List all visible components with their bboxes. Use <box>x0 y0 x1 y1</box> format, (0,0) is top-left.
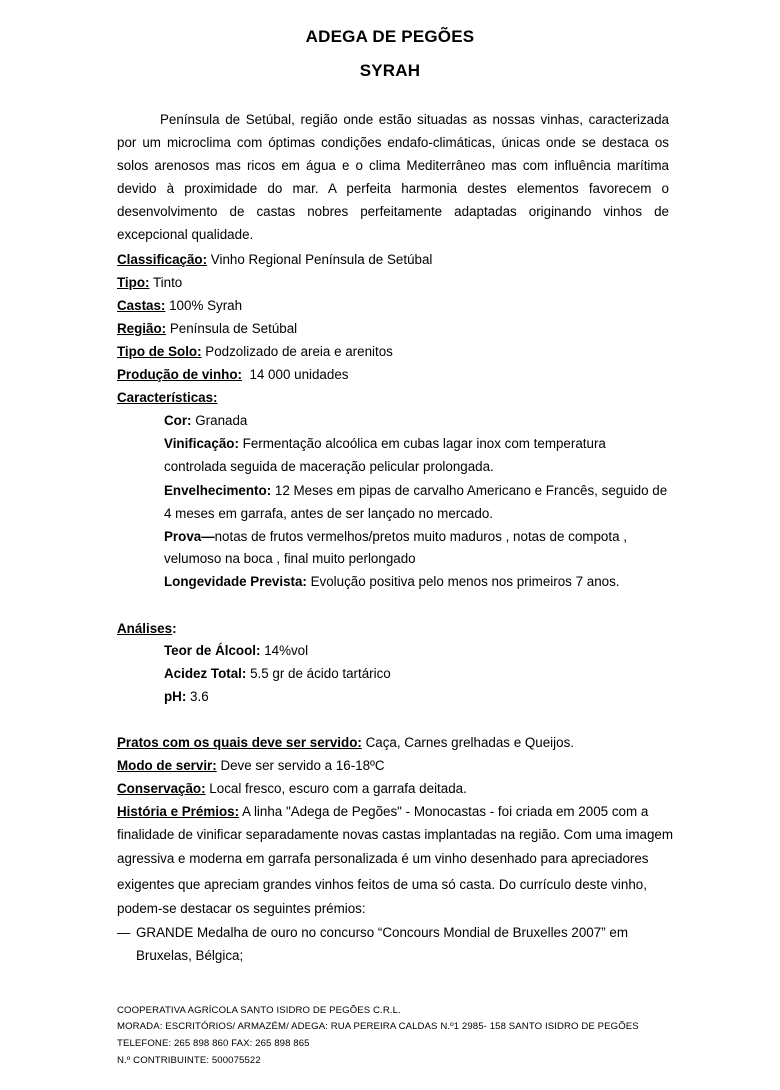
char-envelhecimento <box>164 483 667 498</box>
char-label: Longevidade Prevista: <box>164 574 307 589</box>
spec-producao <box>117 367 348 382</box>
historia-line-5: podem-se destacar os seguintes prémios: <box>117 901 366 916</box>
spec-tipo <box>117 275 182 290</box>
char-vinificacao-cont: controlada seguida de maceração pelicular prolongada. <box>164 459 494 474</box>
char-longevidade <box>164 574 620 589</box>
footer-company: COOPERATIVA AGRÍCOLA SANTO ISIDRO DE PEGÕES C.R.L. <box>117 1005 401 1016</box>
heading-colon: : <box>172 621 177 636</box>
char-value: 12 Meses em pipas de carvalho Americano e Francês, seguido de <box>271 483 668 498</box>
spec-label: Região: <box>117 321 167 336</box>
analise-alcool <box>164 643 308 658</box>
footer-tax-id: N.º CONTRIBUINTE: 500075522 <box>117 1055 261 1066</box>
analise-value: 5.5 gr de ácido tartárico <box>246 666 391 681</box>
footer-address: MORADA: ESCRITÓRIOS/ ARMAZÉM/ ADEGA: RUA PEREIRA CALDAS N.º1 2985- 158 SANTO ISIDRO DE PEGÕES <box>117 1021 639 1032</box>
award-line-2: Bruxelas, Bélgica; <box>136 948 244 963</box>
historia-label: História e Prémios: <box>117 804 240 819</box>
spec-classificacao <box>117 252 432 267</box>
section-heading: Características: <box>117 390 218 405</box>
char-value: Granada <box>191 413 248 428</box>
analise-value: 14%vol <box>260 643 309 658</box>
spec-value: Tinto <box>149 275 183 290</box>
spec-label: Castas: <box>117 298 166 313</box>
award-line-1: GRANDE Medalha de ouro no concurso “Concours Mondial de Bruxelles 2007” em <box>136 925 628 940</box>
servico-label: Conservação: <box>117 781 206 796</box>
document-title: ADEGA DE PEGÕES <box>305 27 475 46</box>
analises-heading <box>117 621 177 636</box>
section-heading: Análises <box>117 621 173 636</box>
servico-value: Local fresco, escuro com a garrafa deitada. <box>205 781 467 796</box>
char-envelhecimento-cont: 4 meses em garrafa, antes de ser lançado no mercado. <box>164 506 493 521</box>
char-prova-cont: velumoso na boca , final muito perlongado <box>164 551 416 566</box>
char-value: notas de frutos vermelhos/pretos muito maduros , notas de compota , <box>214 529 627 544</box>
char-label: Vinificação: <box>164 436 239 451</box>
char-value: Fermentação alcoólica em cubas lagar inox com temperatura <box>238 436 606 451</box>
servico-modo <box>117 758 385 773</box>
caracteristicas-heading <box>117 390 218 405</box>
historia-line-3: agressiva e moderna em garrafa personalizada é um vinho desenhado para apreciadores <box>117 851 649 866</box>
analise-label: pH: <box>164 689 187 704</box>
spec-label: Tipo: <box>117 275 150 290</box>
document-subtitle: SYRAH <box>359 61 421 80</box>
servico-value: Caça, Carnes grelhadas e Queijos. <box>361 735 574 750</box>
spec-label: Classificação: <box>117 252 208 267</box>
servico-value: Deve ser servido a 16-18ºC <box>216 758 385 773</box>
historia-line-1 <box>117 804 648 819</box>
intro-paragraph: Península de Setúbal, região onde estão situadas as nossas vinhas, caracterizada por um microclima com óptimas condições endafo-climáticas, únicas onde se destaca os solos arenosos mas ricos em água e o clima Mediterrâneo mas com influência marítima devido à proximidade do mar. A perfeita harmonia destes elementos favorecem o desenvolvimento de castas nobres perfeitamente adaptadas originando vinhos de excepcional qualidade. <box>117 112 669 242</box>
historia-line-2: finalidade de vinificar separadamente novas castas implantadas na região. Com uma imagem <box>117 827 674 842</box>
servico-label: Pratos com os quais deve ser servido: <box>117 735 362 750</box>
historia-line-4: exigentes que apreciam grandes vinhos feitos de uma só casta. Do currículo deste vinho, <box>117 877 647 892</box>
char-label: Prova— <box>164 529 215 544</box>
analise-acidez <box>164 666 391 681</box>
spec-value: Podzolizado de areia e arenitos <box>201 344 393 359</box>
char-value: Evolução positiva pelo menos nos primeiros 7 anos. <box>306 574 620 589</box>
char-prova <box>164 529 627 544</box>
servico-conservacao <box>117 781 467 796</box>
servico-pratos <box>117 735 574 750</box>
spec-regiao <box>117 321 297 336</box>
spec-label: Produção de vinho: <box>117 367 242 382</box>
spec-value: Vinho Regional Península de Setúbal <box>207 252 433 267</box>
spec-value: Península de Setúbal <box>166 321 298 336</box>
historia-text: A linha "Adega de Pegões" - Monocastas - foi criada em 2005 com a <box>239 804 649 819</box>
char-label: Envelhecimento: <box>164 483 272 498</box>
analise-ph <box>164 689 209 704</box>
spec-solo <box>117 344 393 359</box>
analise-label: Acidez Total: <box>164 666 247 681</box>
footer-phone: TELEFONE: 265 898 860 FAX: 265 898 865 <box>117 1038 310 1049</box>
analise-value: 3.6 <box>186 689 209 704</box>
spec-castas <box>117 298 242 313</box>
award-dash: — <box>117 925 131 940</box>
char-cor <box>164 413 247 428</box>
spec-label: Tipo de Solo: <box>117 344 202 359</box>
spec-value: 14 000 unidades <box>242 367 349 382</box>
char-label: Cor: <box>164 413 192 428</box>
analise-label: Teor de Álcool: <box>164 643 261 658</box>
spec-value: 100% Syrah <box>165 298 243 313</box>
char-vinificacao <box>164 436 606 451</box>
servico-label: Modo de servir: <box>117 758 217 773</box>
